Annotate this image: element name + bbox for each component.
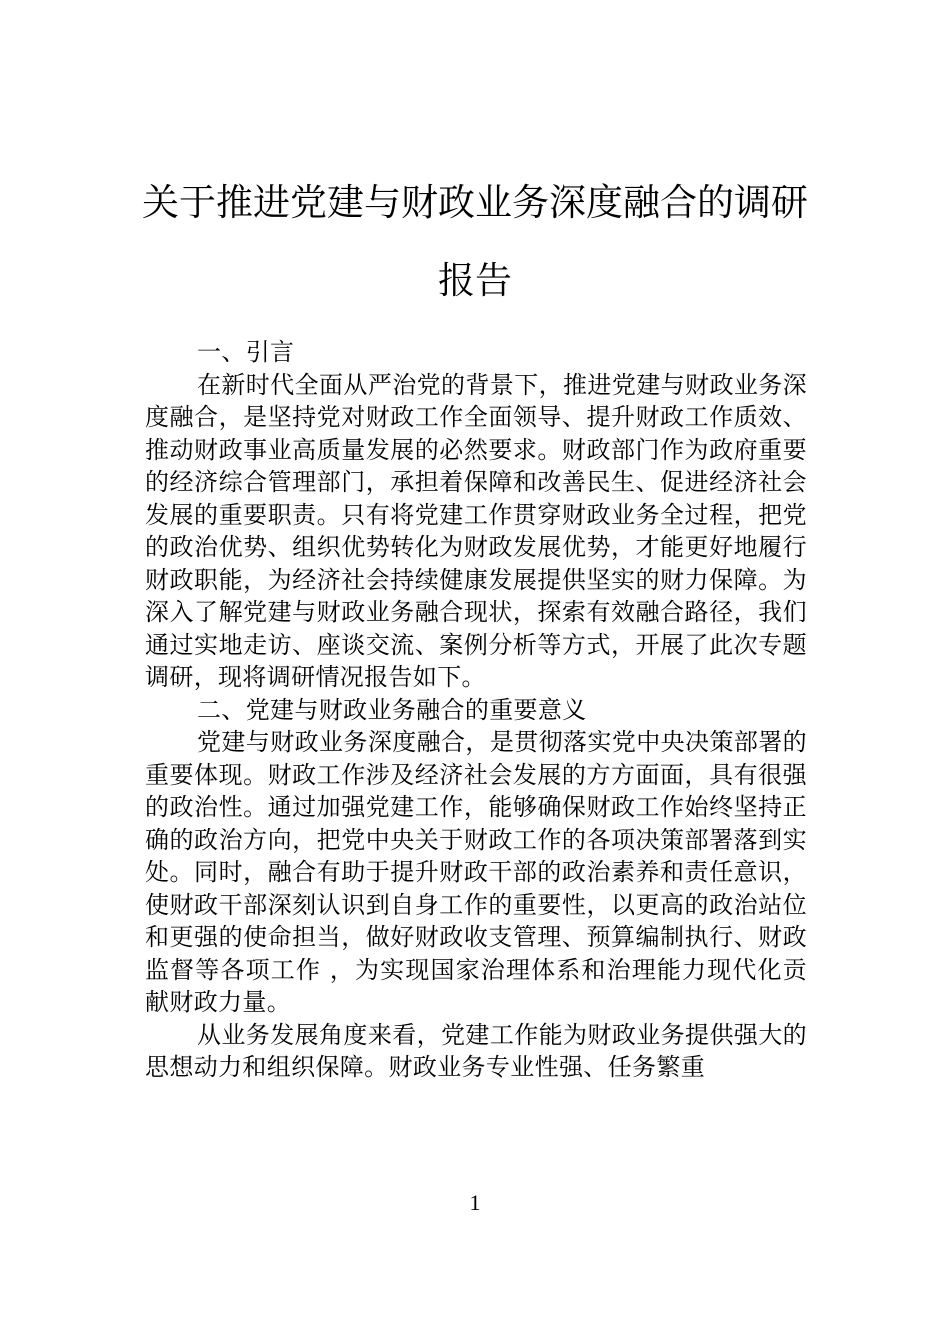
paragraph-significance-2: 从业务发展角度来看，党建工作能为财政业务提供强大的思想动力和组织保障。财政业务专业性强、任务繁重 — [145, 1020, 807, 1081]
document-body — [145, 336, 807, 1084]
section-heading-introduction: 一、引言 — [197, 338, 295, 366]
section-heading-significance: 二、党建与财政业务融合的重要意义 — [197, 695, 587, 724]
document-title: 关于推进党建与财政业务深度融合的调研报告 — [142, 181, 808, 302]
paragraph-introduction: 在新时代全面从严治党的背景下，推进党建与财政业务深度融合，是坚持党对财政工作全面领导、提升财政工作质效、推动财政事业高质量发展的必然要求。财政部门作为政府重要的经济综合管理部门，承担着保障和改善民生、促进经济社会发展的重要职责。只有将党建工作贯穿财政业务全过程，把党的政治优势、组织优势转化为财政发展优势，才能更好地履行财政职能，为经济社会持续健康发展提供坚实的财力保障。为深入了解党建与财政业务融合现状，探索有效融合路径，我们通过实地走访、座谈交流、案例分析等方式，开展了此次专题调研，现将调研情况报告如下。 — [145, 370, 807, 691]
paragraph-significance-1: 党建与财政业务深度融合，是贯彻落实党中央决策部署的重要体现。财政工作涉及经济社会发展的方方面面，具有很强的政治性。通过加强党建工作，能够确保财政工作始终坚持正确的政治方向，把党中央关于财政工作的各项决策部署落到实处。同时，融合有助于提升财政干部的政治素养和责任意识，使财政干部深刻认识到自身工作的重要性，以更高的政治站位和更强的使命担当，做好财政收支管理、预算编制执行、财政监督等各项工作 ，为实现国家治理体系和治理能力现代化贡献财政力量。 — [145, 728, 807, 1016]
page-number: 1 — [469, 1190, 481, 1215]
